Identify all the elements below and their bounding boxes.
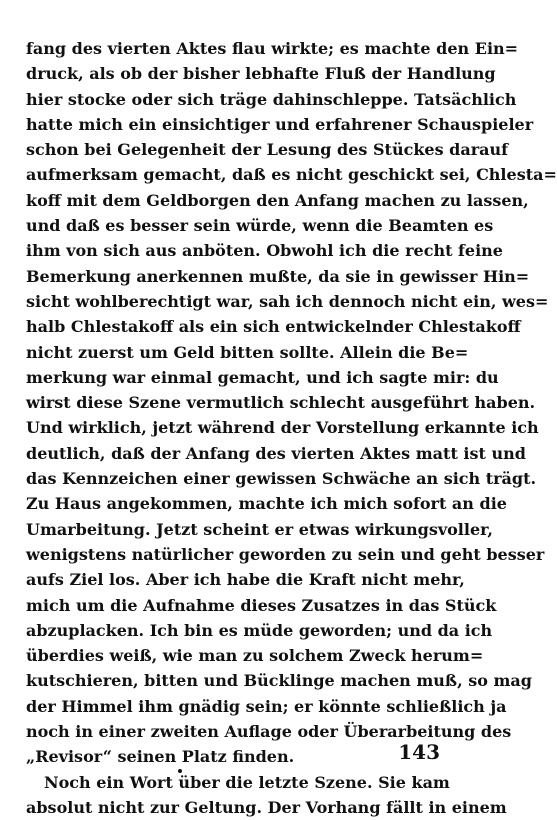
text-line: Zu Haus angekommen, machte ich mich sofort an die [26, 494, 507, 514]
text-line: abzuplacken. Ich bin es müde geworden; und da ich [26, 620, 493, 640]
text-line: „Revisor“ seinen Platz finden. [26, 747, 295, 767]
text-line: Umarbeitung. Jetzt scheint er etwas wirkungsvoller, [26, 519, 493, 539]
text-line: hatte mich ein einsichtiger und erfahrener Schauspieler [26, 114, 534, 134]
text-line: merkung war einmal gemacht, und ich sagte mir: du [26, 367, 499, 387]
text-line: ihm von sich aus anböten. Obwohl ich die recht feine [26, 241, 503, 261]
text-line: kutschieren, bitten und Bücklinge machen muß, so mag [26, 671, 532, 691]
text-line: nicht zuerst um Geld bitten sollte. Allein die Be= [26, 342, 469, 362]
text-line: deutlich, daß der Anfang des vierten Aktes matt ist und [26, 443, 526, 463]
text-line: hier stocke oder sich träge dahinschleppe. Tatsächlich [26, 89, 517, 109]
text-line: und daß es besser sein würde, wenn die Beamten es [26, 216, 494, 236]
text-line: absolut nicht zur Geltung. Der Vorhang fällt in einem [26, 797, 507, 817]
text-line: aufs Ziel los. Aber ich habe die Kraft nicht mehr, [26, 570, 465, 590]
text-line: aufmerksam gemacht, daß es nicht geschickt sei, Chlesta= [26, 165, 557, 185]
text-line: druck, als ob der bisher lebhafte Fluß der Handlung [26, 64, 496, 84]
page-number: 143 [398, 740, 440, 764]
text-line: koff mit dem Geldborgen den Anfang machen zu lassen, [26, 190, 529, 210]
text-line: Noch ein Wort über die letzte Szene. Sie kam [44, 772, 450, 792]
text-line: halb Chlestakoff als ein sich entwickelnder Chlestakoff [26, 317, 521, 337]
text-line: Und wirklich, jetzt während der Vorstellung erkannte ich [26, 418, 539, 438]
text-line: Bemerkung anerkennen mußte, da sie in gewisser Hin= [26, 266, 530, 286]
text-line: wenigstens natürlicher geworden zu sein und geht besser [26, 544, 545, 564]
text-line: noch in einer zweiten Auflage oder Überarbeitung des [26, 722, 512, 742]
text-line: der Himmel ihm gnädig sein; er könnte schließlich ja [26, 696, 507, 716]
body-text [26, 36, 557, 820]
text-line: das Kennzeichen einer gewissen Schwäche an sich trägt. [26, 469, 537, 489]
text-line: fang des vierten Aktes flau wirkte; es machte den Ein= [26, 39, 519, 58]
ink-speck [178, 769, 182, 773]
text-line: mich um die Aufnahme dieses Zusatzes in das Stück [26, 595, 497, 615]
text-line: überdies weiß, wie man zu solchem Zweck herum= [26, 646, 484, 666]
text-line: sicht wohlberechtigt war, sah ich dennoch nicht ein, wes= [26, 291, 549, 311]
text-line: schon bei Gelegenheit der Lesung des Stückes darauf [26, 140, 509, 160]
text-line: wirst diese Szene vermutlich schlecht ausgeführt haben. [26, 393, 536, 413]
